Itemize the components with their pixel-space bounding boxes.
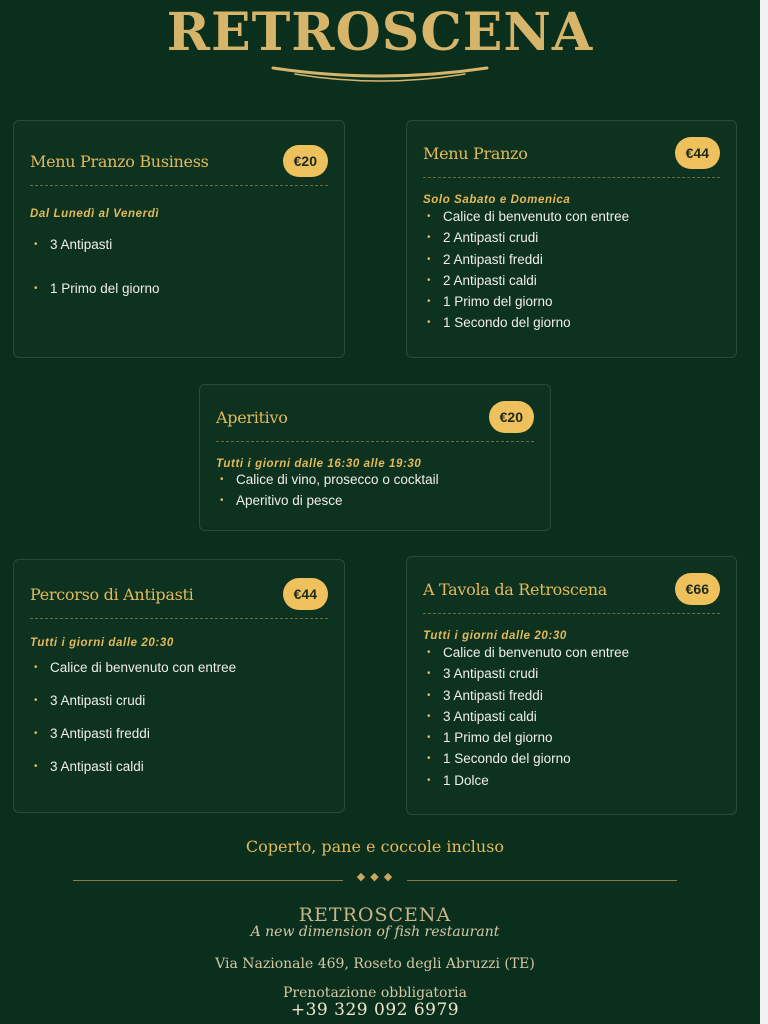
footer-divider (73, 871, 677, 886)
menu-item: • 3 Antipasti crudi (30, 690, 328, 712)
menu-item: • 1 Dolce (423, 770, 720, 791)
dashed-divider (423, 613, 720, 614)
menu-subtitle: Solo Sabato e Domenica (423, 194, 571, 206)
phone-number-link[interactable]: +39 329 092 6979 (290, 1000, 460, 1020)
diamond-ornament-icon: ◆ ◆ ◆ (343, 870, 407, 883)
price-badge: €66 (675, 573, 720, 605)
menu-card-percorso-antipasti (13, 559, 345, 813)
menu-item: • Aperitivo di pesce (216, 491, 534, 512)
dashed-divider (216, 441, 534, 442)
menu-item: • 1 Primo del giorno (423, 291, 720, 312)
restaurant-logo: RETROSCENA (166, 2, 594, 63)
dashed-divider (423, 177, 720, 178)
menu-subtitle: Tutti i giorni dalle 16:30 alle 19:30 (216, 458, 422, 470)
footer-brand: RETROSCENA (298, 904, 452, 926)
menu-item: • 1 Secondo del giorno (423, 312, 720, 333)
menu-item: • 3 Antipasti freddi (423, 685, 720, 706)
menu-card-pranzo-business (13, 120, 345, 358)
menu-item: • 3 Antipasti freddi (30, 723, 328, 745)
menu-title: A Tavola da Retroscena (423, 579, 608, 599)
menu-subtitle: Tutti i giorni dalle 20:30 (30, 637, 174, 649)
menu-title: Menu Pranzo (423, 143, 528, 163)
menu-subtitle: Tutti i giorni dalle 20:30 (423, 630, 567, 642)
menu-item: • 3 Antipasti crudi (423, 663, 720, 684)
menu-item: • Calice di benvenuto con entree (30, 657, 328, 679)
dashed-divider (30, 618, 328, 619)
menu-item: • 2 Antipasti freddi (423, 249, 720, 270)
menu-item: • Calice di benvenuto con entree (423, 642, 720, 663)
menu-card-aperitivo (199, 384, 551, 531)
menu-item: • 3 Antipasti caldi (423, 706, 720, 727)
logo-swoosh-icon (265, 62, 495, 86)
price-badge: €20 (283, 145, 328, 177)
menu-items-list (216, 470, 534, 511)
menu-item: • 2 Antipasti crudi (423, 227, 720, 248)
menu-items-list (423, 642, 720, 791)
footer-address: Via Nazionale 469, Roseto degli Abruzzi (TE) (215, 956, 535, 972)
menu-title: Menu Pranzo Business (30, 151, 209, 171)
menu-item: • 1 Primo del giorno (423, 727, 720, 748)
menu-items-list (30, 657, 328, 778)
menu-title: Percorso di Antipasti (30, 584, 194, 604)
menu-items-list (423, 206, 720, 334)
menu-item: • Calice di vino, prosecco o cocktail (216, 470, 534, 491)
menu-card-pranzo (406, 120, 737, 358)
menu-subtitle: Dal Lunedì al Venerdì (30, 208, 160, 220)
menu-item: • 1 Secondo del giorno (423, 748, 720, 769)
menu-item: • 2 Antipasti caldi (423, 270, 720, 291)
menu-item: • 3 Antipasti caldi (30, 756, 328, 778)
price-badge: €44 (283, 578, 328, 610)
dashed-divider (30, 185, 328, 186)
footer-tagline: A new dimension of fish restaurant (250, 924, 500, 940)
menu-card-a-tavola (406, 556, 737, 815)
menu-item: • Calice di benvenuto con entree (423, 206, 720, 227)
price-badge: €44 (675, 137, 720, 169)
price-badge: €20 (489, 401, 534, 433)
menu-title: Aperitivo (216, 407, 288, 427)
page-scrollbar-edge (760, 0, 768, 1024)
menu-item: • 1 Primo del giorno (30, 278, 328, 300)
menu-item: • 3 Antipasti (30, 234, 328, 256)
reservation-note: Prenotazione obbligatoria (282, 985, 468, 1001)
menu-items-list (30, 234, 328, 300)
cover-charge-note: Coperto, pane e coccole incluso (245, 837, 505, 856)
